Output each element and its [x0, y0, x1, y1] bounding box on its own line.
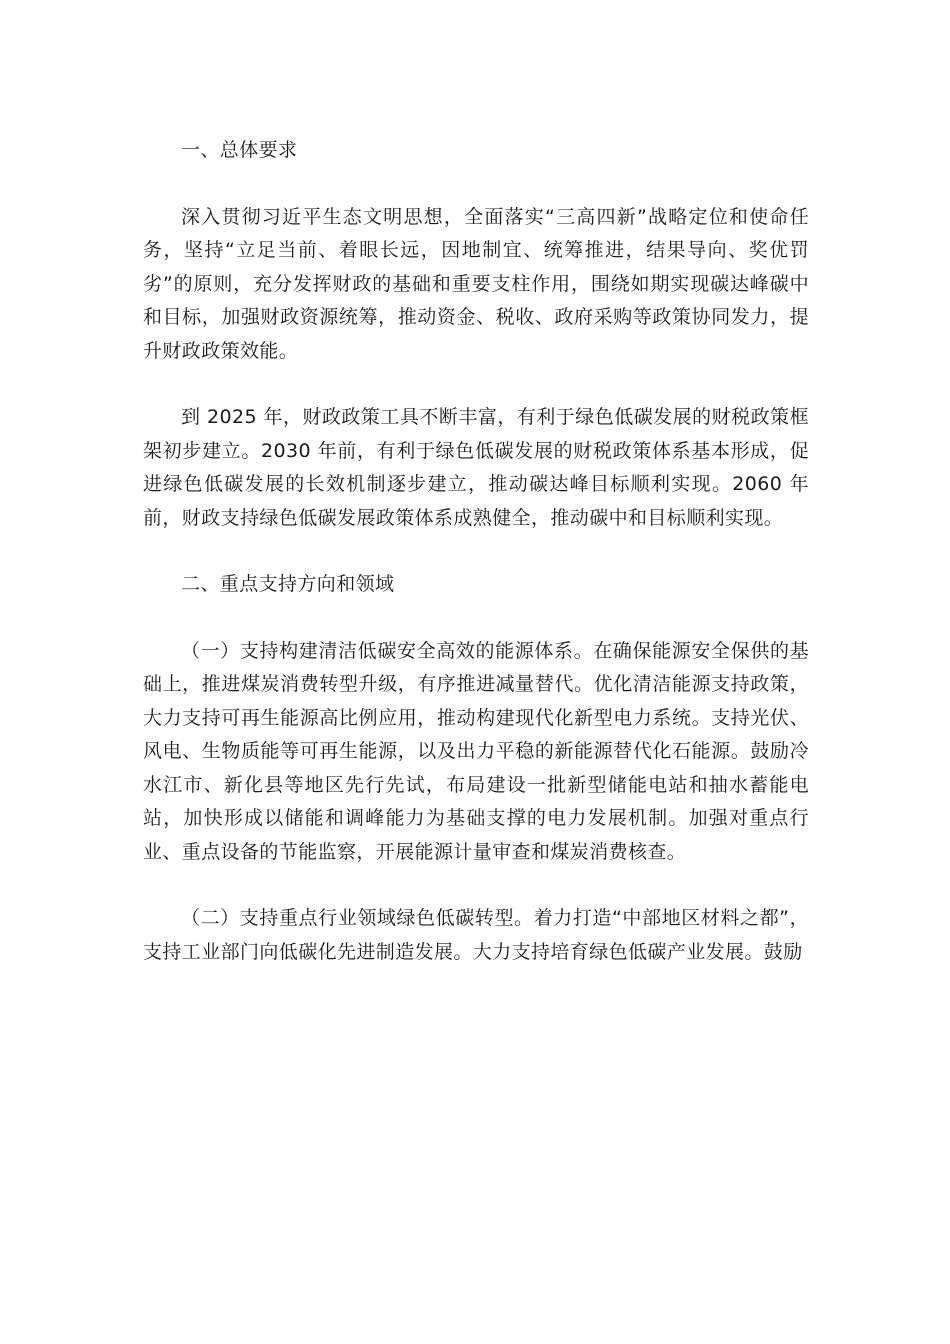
paragraph-general-requirements: 深入贯彻习近平生态文明思想，全面落实“三高四新”战略定位和使命任务，坚持“立足当前、着眼长远，因地制宜、统筹推进，结果导向、奖优罚劣”的原则，充分发挥财政的基础和重要支柱作用，围绕如期实现碳达峰碳中和目标，加强财政资源统筹，推动资金、税收、政府采购等政策协同发力，提升财政政策效能。 — [143, 205, 809, 362]
paragraph-gap — [143, 368, 809, 401]
paragraph-gap — [143, 869, 809, 902]
paragraph-industry-transition: （二）支持重点行业领域绿色低碳转型。着力打造“中部地区材料之都”，支持工业部门向低碳化先进制造发展。大力支持培育绿色低碳产业发展。鼓励 — [143, 907, 809, 963]
document-body — [143, 134, 809, 969]
section-heading-key-support-areas: 二、重点支持方向和领域 — [181, 573, 395, 595]
section-heading-general-requirements: 一、总体要求 — [181, 139, 298, 161]
paragraph-gap — [143, 535, 809, 568]
paragraph-targets: 到 2025 年，财政政策工具不断丰富，有利于绿色低碳发展的财税政策框架初步建立。2030 年前，有利于绿色低碳发展的财税政策体系基本形成，促进绿色低碳发展的长效机制逐步建立，推动碳达峰目标顺利实现。2060 年前，财政支持绿色低碳发展政策体系成熟健全，推动碳中和目标顺利实现。 — [143, 406, 809, 529]
paragraph-gap — [143, 602, 809, 635]
paragraph-energy-system: （一）支持构建清洁低碳安全高效的能源体系。在确保能源安全保供的基础上，推进煤炭消费转型升级，有序推进减量替代。优化清洁能源支持政策，大力支持可再生能源高比例应用，推动构建现代化新型电力系统。支持光伏、风电、生物质能等可再生能源，以及出力平稳的新能源替代化石能源。鼓励冷水江市、新化县等地区先行先试，布局建设一批新型储能电站和抽水蓄能电站，加快形成以储能和调峰能力为基础支撑的电力发展机制。加强对重点行业、重点设备的节能监察，开展能源计量审查和煤炭消费核查。 — [143, 639, 809, 863]
paragraph-gap — [143, 168, 809, 201]
